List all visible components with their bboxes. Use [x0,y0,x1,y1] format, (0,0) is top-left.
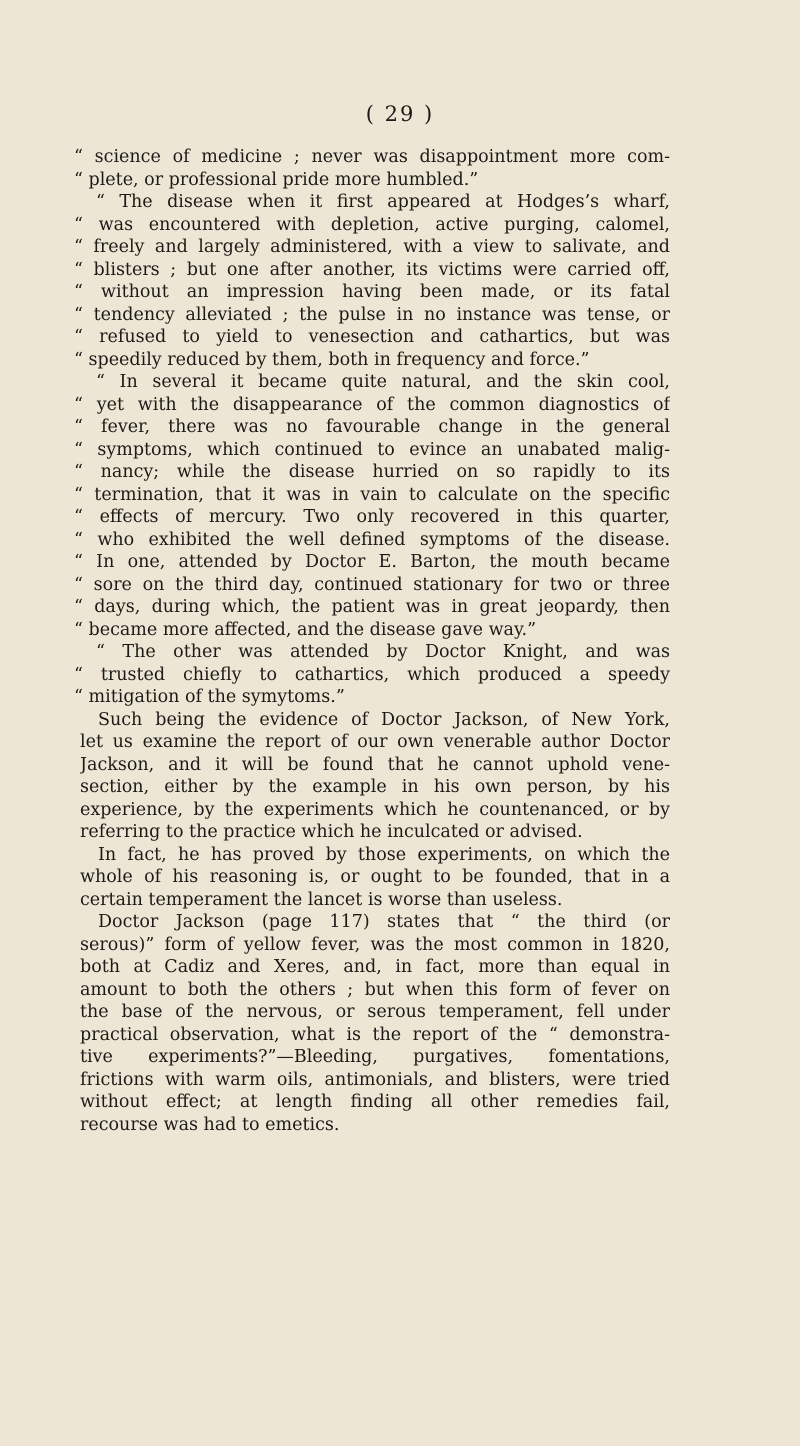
text-line: serous)” form of yellow fever, was the most common in 1820, [80,934,670,955]
text-line: both at Cadiz and Xeres, and, in fact, more than equal in [80,957,670,977]
text-line: “ In several it became quite natural, and the skin cool, [96,372,670,392]
text-line: “ yet with the disappearance of the common diagnostics of [74,394,670,415]
text-line: the base of the nervous, or serous temperament, fell under [80,1002,670,1022]
text-line: “ mitigation of the symytoms.” [74,687,345,707]
text-line: “ who exhibited the well defined symptoms of the disease. [74,529,670,550]
text-line: Doctor Jackson (page 117) states that “ the third (or [98,912,670,932]
text-line: “ symptoms, which continued to evince an unabated malig- [74,439,670,460]
text-line: “ In one, attended by Doctor E. Barton, the mouth became [74,552,670,572]
text-line: “ was encountered with depletion, active purging, calomel, [74,214,670,235]
text-line: “ freely and largely administered, with a view to salivate, and [74,237,670,257]
text-line: “ days, during which, the patient was in great jeopardy, then [74,597,670,617]
text-line: “ effects of mercury. Two only recovered in this quarter, [74,507,670,527]
text-line: certain temperament the lancet is worse than useless. [80,889,563,910]
text-line: “ plete, or professional pride more humbled.” [74,169,479,190]
text-line: “ tendency alleviated ; the pulse in no instance was tense, or [74,304,670,325]
text-line: practical observation, what is the report of the “ demonstra- [80,1024,670,1045]
page-number: ( 29 ) [365,102,435,126]
text-line: “ fever, there was no favourable change in the general [74,417,670,437]
text-line: “ The other was attended by Doctor Knight, and was [96,642,670,662]
text-line: “ sore on the third day, continued stationary for two or three [74,574,670,595]
text-line: “ speedily reduced by them, both in frequency and force.” [74,349,590,370]
text-line: In fact, he has proved by those experiments, on which the [98,844,670,865]
text-line: let us examine the report of our own venerable author Doctor [80,732,670,752]
text-line: “ became more affected, and the disease gave way.” [74,619,537,640]
text-line: frictions with warm oils, antimonials, and blisters, were tried [80,1069,670,1090]
text-line: “ science of medicine ; never was disappointment more com- [74,147,670,167]
text-line: “ without an impression having been made, or its fatal [74,282,670,302]
body-text [74,146,670,1136]
text-line: amount to both the others ; but when this form of fever on [80,979,670,1000]
text-line: whole of his reasoning is, or ought to be founded, that in a [80,867,670,887]
text-line: tive experiments?”—Bleeding, purgatives, fomentations, [80,1047,670,1067]
text-line: section, either by the example in his own person, by his [80,777,670,797]
text-line: “ refused to yield to venesection and cathartics, but was [74,327,670,347]
text-line: “ blisters ; but one after another, its victims were carried off, [74,259,670,280]
text-line: Such being the evidence of Doctor Jackson, of New York, [98,709,670,730]
text-line: “ nancy; while the disease hurried on so rapidly to its [74,462,670,482]
text-line: “ trusted chiefly to cathartics, which produced a speedy [74,664,670,685]
text-line: without effect; at length finding all other remedies fail, [80,1092,670,1112]
text-line: Jackson, and it will be found that he cannot uphold vene- [80,754,670,775]
text-line: recourse was had to emetics. [80,1114,340,1135]
text-line: “ The disease when it first appeared at Hodges’s wharf, [96,192,670,212]
text-line: experience, by the experiments which he countenanced, or by [80,799,670,820]
text-line: “ termination, that it was in vain to calculate on the specific [74,484,670,505]
text-line: referring to the practice which he inculcated or advised. [80,822,583,842]
